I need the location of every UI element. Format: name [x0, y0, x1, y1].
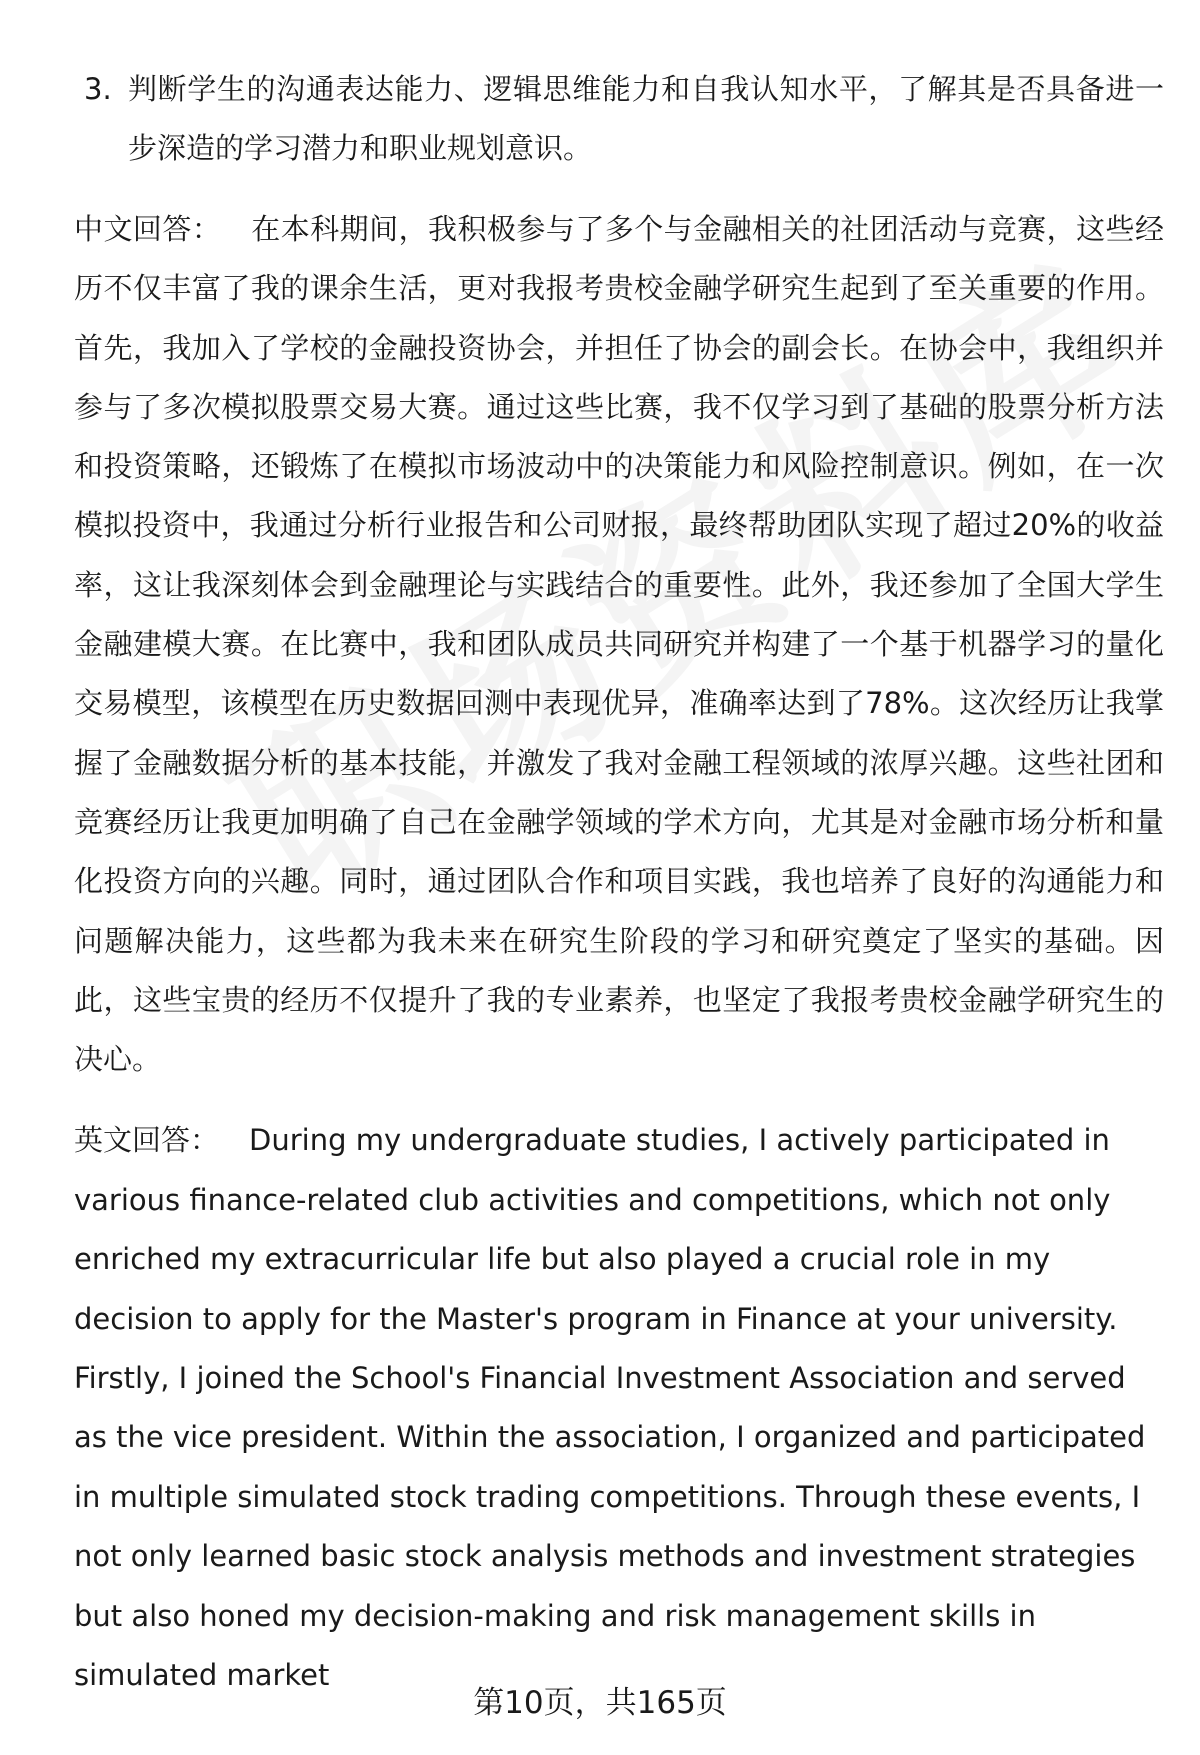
page-footer: 第10页，共165页 [473, 1685, 727, 1721]
chinese-answer-label: 中文回答： [74, 212, 222, 246]
page-content [74, 60, 1164, 1728]
list-item [74, 60, 1164, 178]
list-number: 3. [84, 72, 112, 106]
list-text: 判断学生的沟通表达能力、逻辑思维能力和自我认知水平，了解其是否具备进一步深造的学习潜力和职业规划意识。 [128, 72, 1164, 165]
english-answer-text: During my undergraduate studies, I actively participated in various finance-related club activities and competitions, which not only enriched my extracurricular life but also played a crucial role in my decision to apply for the Master's program in Finance at your university. Firstly, I joined the School's Financial Investment Association and served as the vice president. Within the association, I organized and participated in multiple simulated stock trading competitions. Through these events, I not only learned basic stock analysis methods and investment strategies but also honed my decision-making and risk management skills in simulated market [74, 1123, 1146, 1693]
chinese-answer-paragraph [74, 200, 1164, 1089]
english-answer-label: 英文回答： [74, 1123, 220, 1158]
english-answer-paragraph [74, 1111, 1164, 1705]
chinese-answer-text: 在本科期间，我积极参与了多个与金融相关的社团活动与竞赛，这些经历不仅丰富了我的课余生活，更对我报考贵校金融学研究生起到了至关重要的作用。首先，我加入了学校的金融投资协会，并担任了协会的副会长。在协会中，我组织并参与了多次模拟股票交易大赛。通过这些比赛，我不仅学习到了基础的股票分析方法和投资策略，还锻炼了在模拟市场波动中的决策能力和风险控制意识。例如，在一次模拟投资中，我通过分析行业报告和公司财报，最终帮助团队实现了超过20%的收益率，这让我深刻体会到金融理论与实践结合的重要性。此外，我还参加了全国大学生金融建模大赛。在比赛中，我和团队成员共同研究并构建了一个基于机器学习的量化交易模型，该模型在历史数据回测中表现优异，准确率达到了78%。这次经历让我掌握了金融数据分析的基本技能，并激发了我对金融工程领域的浓厚兴趣。这些社团和竞赛经历让我更加明确了自己在金融学领域的学术方向，尤其是对金融市场分析和量化投资方向的兴趣。同时，通过团队合作和项目实践，我也培养了良好的沟通能力和问题解决能力，这些都为我未来在研究生阶段的学习和研究奠定了坚实的基础。因此，这些宝贵的经历不仅提升了我的专业素养，也坚定了我报考贵校金融学研究生的决心。 [74, 212, 1164, 1077]
